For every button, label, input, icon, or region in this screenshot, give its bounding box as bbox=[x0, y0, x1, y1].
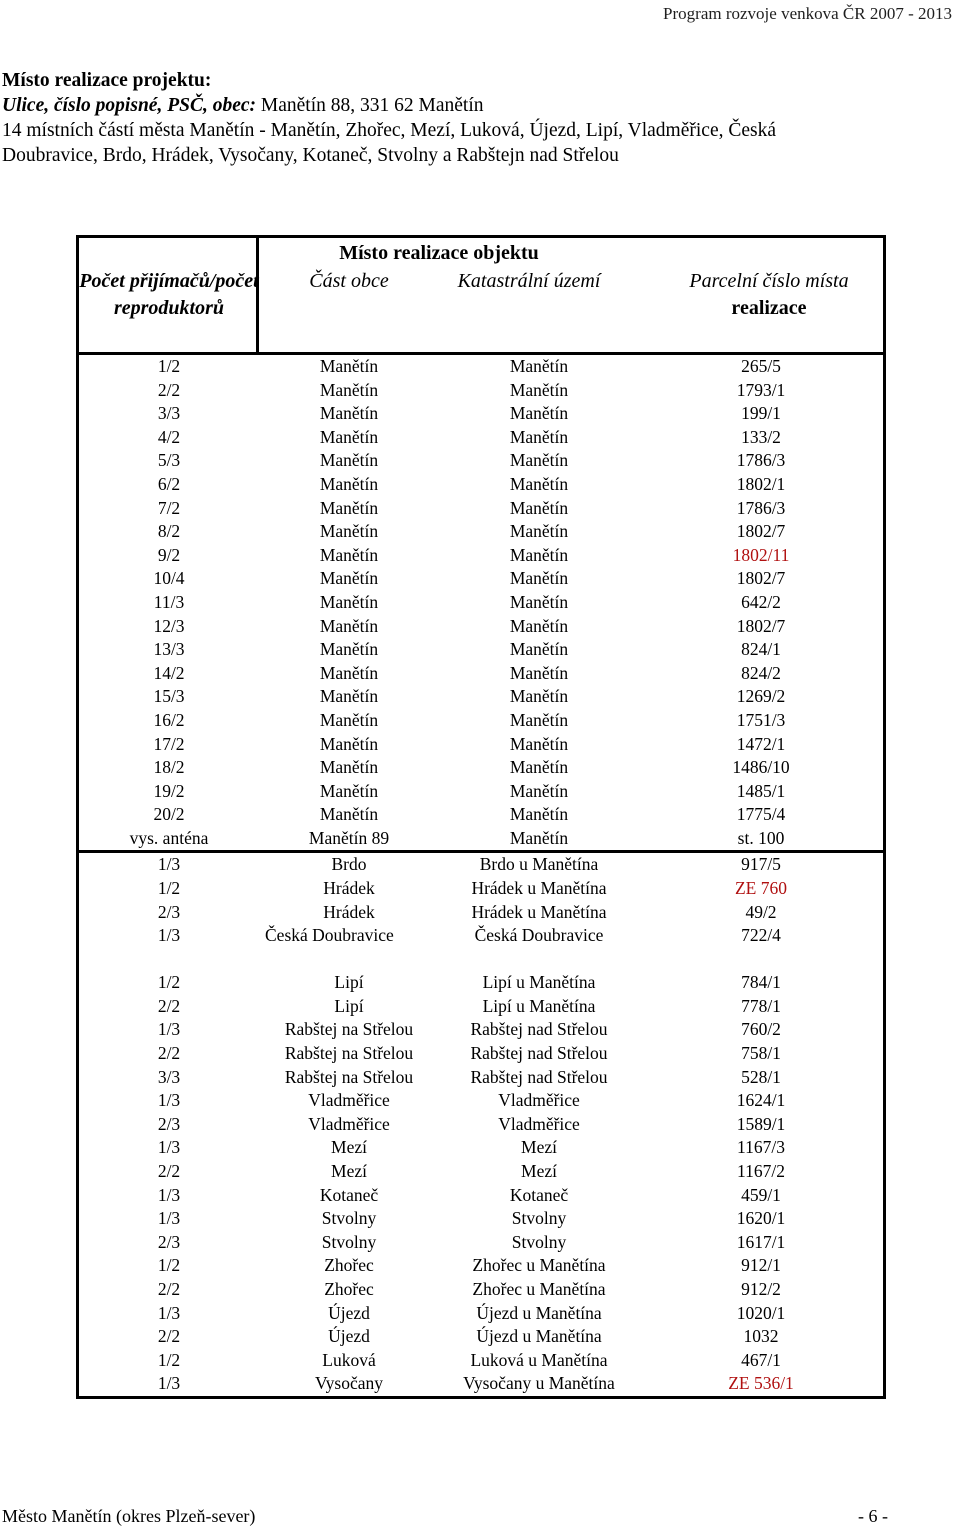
cell-cast: Manětín bbox=[319, 544, 379, 565]
cell-pocet: 2/2 bbox=[157, 379, 181, 400]
cell-pocet: 7/2 bbox=[157, 497, 181, 518]
cell-cast: Manětín bbox=[319, 426, 379, 447]
cell-pocet: 2/3 bbox=[157, 1231, 181, 1252]
cell-katastr: Stvolny bbox=[511, 1231, 567, 1252]
cell-parcel: ZE 760 bbox=[734, 878, 787, 899]
cell-parcel: 1624/1 bbox=[736, 1090, 786, 1111]
header-cast: Část obce bbox=[309, 270, 389, 292]
cell-pocet: 3/3 bbox=[157, 1066, 181, 1087]
table-row bbox=[79, 544, 883, 568]
cell-pocet: 1/3 bbox=[157, 1373, 181, 1394]
cell-pocet: 1/3 bbox=[157, 854, 181, 875]
cell-cast: Manětín bbox=[319, 686, 379, 707]
table-row bbox=[79, 685, 883, 709]
cell-cast: Mezí bbox=[331, 1161, 367, 1181]
cell-parcel: 1786/3 bbox=[736, 497, 786, 518]
cell-parcel: 528/1 bbox=[741, 1066, 781, 1087]
cell-katastr: Vysočany u Manětína bbox=[463, 1373, 615, 1394]
cell-cast: Manětín bbox=[319, 733, 379, 754]
table-row bbox=[79, 591, 883, 615]
cell-katastr: Manětín bbox=[509, 356, 569, 376]
table-row bbox=[79, 402, 883, 426]
cell-katastr: Lipí u Manětína bbox=[482, 972, 596, 993]
cell-katastr: Manětín bbox=[509, 804, 569, 825]
cell-katastr: Hrádek u Manětína bbox=[471, 901, 607, 922]
table-row bbox=[79, 1042, 883, 1066]
table-row bbox=[79, 1160, 883, 1184]
cell-katastr: Manětín bbox=[509, 379, 569, 400]
table-row bbox=[79, 615, 883, 639]
table-row bbox=[79, 638, 883, 662]
cell-pocet: 3/3 bbox=[157, 403, 181, 424]
cell-parcel: 1472/1 bbox=[736, 733, 786, 754]
table-row bbox=[79, 971, 883, 995]
cell-parcel: 758/1 bbox=[741, 1043, 781, 1064]
table-row bbox=[79, 1302, 883, 1326]
cell-katastr: Rabštej nad Střelou bbox=[470, 1043, 608, 1064]
cell-parcel: 49/2 bbox=[745, 901, 777, 922]
cell-parcel: 912/2 bbox=[741, 1278, 781, 1299]
cell-cast: Manětín bbox=[319, 591, 379, 612]
cell-cast: Hrádek bbox=[323, 901, 375, 922]
cell-pocet: 2/2 bbox=[157, 995, 181, 1016]
cell-pocet: 10/4 bbox=[153, 568, 185, 589]
table-row bbox=[79, 709, 883, 733]
cell-cast: Rabštej na Střelou bbox=[284, 1066, 414, 1087]
parts-line-1: 14 místních částí města Manětín - Manětín, Zhořec, Mezí, Luková, Újezd, Lipí, Vladměřice, Česká bbox=[2, 120, 777, 141]
cell-pocet: 16/2 bbox=[153, 709, 185, 730]
header-pocet: Počet přijímačů/počet reproduktorů bbox=[79, 270, 259, 319]
cell-katastr: Manětín bbox=[509, 497, 569, 518]
cell-cast: Česká Doubravice bbox=[265, 925, 394, 946]
cell-cast: Manětín 89 bbox=[308, 827, 390, 848]
cell-katastr: Újezd u Manětína bbox=[476, 1326, 602, 1347]
address-line bbox=[2, 93, 958, 118]
cell-pocet: 8/2 bbox=[157, 521, 181, 542]
footer-town: Město Manětín (okres Plzeň-sever) bbox=[2, 1506, 256, 1526]
cell-pocet: 12/3 bbox=[153, 615, 185, 636]
cell-katastr: Rabštej nad Střelou bbox=[470, 1066, 608, 1087]
cell-cast: Vladměřice bbox=[308, 1113, 390, 1134]
cell-parcel: 459/1 bbox=[741, 1184, 781, 1205]
cell-katastr: Manětín bbox=[509, 757, 569, 778]
cell-pocet: 1/3 bbox=[157, 1208, 181, 1229]
cell-katastr: Zhořec u Manětína bbox=[472, 1278, 606, 1299]
cell-pocet: 1/3 bbox=[157, 925, 181, 946]
cell-parcel: 1775/4 bbox=[736, 804, 786, 825]
table-row bbox=[79, 1136, 883, 1160]
cell-katastr: Manětín bbox=[509, 544, 569, 565]
cell-parcel: 1802/11 bbox=[732, 544, 790, 565]
cell-katastr: Manětín bbox=[509, 591, 569, 612]
cell-pocet: 1/3 bbox=[157, 1302, 181, 1323]
cell-katastr: Újezd u Manětína bbox=[476, 1302, 602, 1323]
cell-parcel: 824/1 bbox=[741, 639, 781, 660]
table-row bbox=[79, 426, 883, 450]
cell-katastr: Manětín bbox=[509, 639, 569, 660]
cell-parcel: 199/1 bbox=[741, 403, 781, 424]
cell-pocet: 1/2 bbox=[157, 1255, 181, 1276]
cell-katastr: Manětín bbox=[509, 403, 569, 424]
table-row bbox=[79, 497, 883, 521]
cell-parcel: 133/2 bbox=[741, 426, 781, 447]
cell-katastr: Manětín bbox=[509, 521, 569, 542]
address-value: Manětín 88, 331 62 Manětín bbox=[256, 95, 484, 116]
table-row bbox=[79, 520, 883, 544]
table-row bbox=[79, 473, 883, 497]
cell-pocet: 2/3 bbox=[157, 1113, 181, 1134]
cell-parcel: ZE 536/1 bbox=[728, 1373, 794, 1394]
cell-katastr: Manětín bbox=[509, 827, 569, 848]
cell-cast: Mezí bbox=[331, 1137, 367, 1158]
cell-cast: Vladměřice bbox=[308, 1090, 390, 1111]
cell-pocet: 1/2 bbox=[157, 972, 181, 993]
cell-parcel: 642/2 bbox=[741, 591, 781, 612]
cell-katastr: Brdo u Manětína bbox=[479, 854, 599, 875]
cell-cast: Manětín bbox=[319, 709, 379, 730]
cell-parcel: 467/1 bbox=[741, 1349, 781, 1370]
cell-pocet: 1/2 bbox=[157, 878, 181, 899]
table-row bbox=[79, 780, 883, 804]
cell-pocet: 19/2 bbox=[153, 780, 185, 801]
cell-cast: Manětín bbox=[319, 356, 379, 376]
page-number: - 6 - bbox=[858, 1506, 888, 1526]
header-parcel-bold: realizace bbox=[731, 297, 807, 319]
table-row bbox=[79, 567, 883, 591]
cell-cast: Manětín bbox=[319, 568, 379, 589]
table-row bbox=[79, 803, 883, 827]
header-misto: Místo realizace objektu bbox=[339, 242, 539, 264]
cell-cast: Manětín bbox=[319, 403, 379, 424]
cell-pocet: 9/2 bbox=[157, 544, 181, 565]
cell-cast: Újezd bbox=[328, 1326, 370, 1347]
cell-katastr: Manětín bbox=[509, 686, 569, 707]
cell-cast: Stvolny bbox=[321, 1231, 377, 1252]
table-row bbox=[79, 1018, 883, 1042]
table-row bbox=[79, 850, 883, 877]
cell-cast: Manětín bbox=[319, 780, 379, 801]
cell-parcel: 1793/1 bbox=[736, 379, 786, 400]
table-row bbox=[79, 1372, 883, 1396]
cell-cast: Manětín bbox=[319, 804, 379, 825]
cell-parcel: 1802/7 bbox=[736, 615, 786, 636]
cell-katastr: Rabštej nad Střelou bbox=[470, 1019, 608, 1040]
cell-cast: Manětín bbox=[319, 473, 379, 494]
cell-parcel: 265/5 bbox=[741, 356, 781, 376]
cell-pocet: vys. anténa bbox=[129, 827, 209, 848]
cell-parcel: 1589/1 bbox=[736, 1113, 786, 1134]
cell-katastr: Manětín bbox=[509, 709, 569, 730]
cell-cast: Vysočany bbox=[314, 1373, 384, 1394]
cell-pocet: 4/2 bbox=[157, 426, 181, 447]
cell-parcel: 1167/2 bbox=[737, 1161, 785, 1181]
table-row bbox=[79, 733, 883, 757]
cell-cast: Brdo bbox=[331, 854, 367, 875]
cell-pocet: 1/2 bbox=[157, 1349, 181, 1370]
cell-parcel: 722/4 bbox=[741, 925, 781, 946]
cell-pocet: 20/2 bbox=[153, 804, 185, 825]
table-row bbox=[79, 1089, 883, 1113]
realization-table bbox=[76, 235, 886, 1399]
cell-cast: Lipí bbox=[334, 995, 364, 1016]
cell-katastr: Stvolny bbox=[511, 1208, 567, 1229]
cell-katastr: Manětín bbox=[509, 780, 569, 801]
cell-cast: Hrádek bbox=[323, 878, 375, 899]
cell-katastr: Manětín bbox=[509, 733, 569, 754]
cell-parcel: 1020/1 bbox=[736, 1302, 786, 1323]
cell-cast: Stvolny bbox=[321, 1208, 377, 1229]
intro-section bbox=[2, 68, 958, 168]
cell-parcel: 784/1 bbox=[741, 972, 781, 993]
table-row bbox=[79, 901, 883, 925]
cell-katastr: Mezí bbox=[521, 1137, 557, 1158]
cell-parcel: 1751/3 bbox=[736, 709, 786, 730]
table-row bbox=[79, 1207, 883, 1231]
table-row bbox=[79, 877, 883, 901]
table-row bbox=[79, 355, 883, 379]
table-row bbox=[79, 924, 883, 971]
cell-pocet: 1/3 bbox=[157, 1137, 181, 1158]
cell-katastr: Manětín bbox=[509, 662, 569, 683]
cell-parcel: 1167/3 bbox=[737, 1137, 785, 1158]
cell-katastr: Lipí u Manětína bbox=[482, 995, 596, 1016]
table-row bbox=[79, 827, 883, 851]
cell-pocet: 1/3 bbox=[157, 1090, 181, 1111]
cell-cast: Manětín bbox=[319, 615, 379, 636]
table-row bbox=[79, 1184, 883, 1208]
cell-parcel: 1032 bbox=[743, 1326, 779, 1347]
cell-katastr: Česká Doubravice bbox=[474, 925, 604, 946]
cell-katastr: Zhořec u Manětína bbox=[472, 1255, 606, 1276]
cell-pocet: 13/3 bbox=[153, 639, 185, 660]
program-header: Program rozvoje venkova ČR 2007 - 2013 bbox=[663, 4, 952, 23]
table-row bbox=[79, 1254, 883, 1278]
header-parcel bbox=[659, 268, 879, 322]
cell-parcel: 1269/2 bbox=[736, 686, 786, 707]
table-row bbox=[79, 756, 883, 780]
cell-parcel: 1617/1 bbox=[736, 1231, 786, 1252]
cell-katastr: Manětín bbox=[509, 473, 569, 494]
table-row bbox=[79, 449, 883, 473]
table-header bbox=[79, 238, 883, 355]
address-label: Ulice, číslo popisné, PSČ, obec: bbox=[2, 95, 257, 116]
cell-cast: Zhořec bbox=[324, 1278, 374, 1299]
table-row bbox=[79, 995, 883, 1019]
cell-katastr: Luková u Manětína bbox=[470, 1349, 608, 1370]
parts-line-2: Doubravice, Brdo, Hrádek, Vysočany, Kotaneč, Stvolny a Rabštejn nad Střelou bbox=[2, 145, 619, 166]
cell-cast: Manětín bbox=[319, 662, 379, 683]
cell-cast: Manětín bbox=[319, 497, 379, 518]
cell-pocet: 1/3 bbox=[157, 1184, 181, 1205]
cell-parcel: 760/2 bbox=[741, 1019, 781, 1040]
cell-pocet: 2/2 bbox=[157, 1161, 181, 1181]
cell-pocet: 6/2 bbox=[157, 473, 181, 494]
table-row bbox=[79, 662, 883, 686]
cell-cast: Manětín bbox=[319, 639, 379, 660]
cell-cast: Manětín bbox=[319, 757, 379, 778]
cell-cast: Luková bbox=[322, 1349, 376, 1370]
cell-parcel: 1802/7 bbox=[736, 568, 786, 589]
cell-pocet: 11/3 bbox=[153, 591, 185, 612]
header-parcel-italic: Parcelní číslo místa bbox=[689, 270, 849, 292]
cell-parcel: 824/2 bbox=[741, 662, 781, 683]
cell-cast: Lipí bbox=[334, 972, 364, 993]
cell-cast: Rabštej na Střelou bbox=[284, 1019, 414, 1040]
cell-cast: Rabštej na Střelou bbox=[284, 1043, 414, 1064]
cell-katastr: Manětín bbox=[509, 450, 569, 471]
cell-cast: Manětín bbox=[319, 521, 379, 542]
cell-pocet: 5/3 bbox=[157, 450, 181, 471]
cell-pocet: 2/2 bbox=[157, 1043, 181, 1064]
cell-pocet: 18/2 bbox=[153, 757, 185, 778]
cell-katastr: Kotaneč bbox=[509, 1184, 569, 1205]
table-row bbox=[79, 379, 883, 403]
cell-cast: Kotaneč bbox=[319, 1184, 379, 1205]
cell-cast: Zhořec bbox=[324, 1255, 374, 1276]
cell-katastr: Vladměřice bbox=[498, 1113, 580, 1134]
cell-pocet: 2/2 bbox=[157, 1278, 181, 1299]
table-row bbox=[79, 1325, 883, 1349]
header-katastr: Katastrální území bbox=[457, 270, 601, 292]
cell-pocet: 17/2 bbox=[153, 733, 185, 754]
cell-parcel: 1802/1 bbox=[736, 473, 786, 494]
cell-parcel: 912/1 bbox=[741, 1255, 781, 1276]
cell-katastr: Manětín bbox=[509, 426, 569, 447]
cell-parcel: 1786/3 bbox=[736, 450, 786, 471]
cell-parcel: 1486/10 bbox=[732, 757, 790, 778]
cell-parcel: 1485/1 bbox=[736, 780, 786, 801]
cell-parcel: 917/5 bbox=[741, 854, 781, 875]
cell-pocet: 15/3 bbox=[153, 686, 185, 707]
table-row bbox=[79, 1066, 883, 1090]
cell-cast: Manětín bbox=[319, 379, 379, 400]
cell-katastr: Manětín bbox=[509, 615, 569, 636]
cell-cast: Manětín bbox=[319, 450, 379, 471]
cell-pocet: 1/3 bbox=[157, 1019, 181, 1040]
cell-cast: Újezd bbox=[328, 1302, 370, 1323]
table-row bbox=[79, 1349, 883, 1373]
cell-parcel: 1620/1 bbox=[736, 1208, 786, 1229]
table-row bbox=[79, 1231, 883, 1255]
cell-katastr: Manětín bbox=[509, 568, 569, 589]
cell-pocet: 2/3 bbox=[157, 901, 181, 922]
cell-parcel: st. 100 bbox=[737, 827, 785, 848]
intro-title: Místo realizace projektu: bbox=[2, 70, 212, 91]
table-row bbox=[79, 1278, 883, 1302]
cell-pocet: 2/2 bbox=[157, 1326, 181, 1347]
cell-parcel: 1802/7 bbox=[736, 521, 786, 542]
table-body bbox=[79, 355, 883, 1396]
cell-parcel: 778/1 bbox=[741, 995, 781, 1016]
cell-katastr: Vladměřice bbox=[498, 1090, 580, 1111]
cell-katastr: Hrádek u Manětína bbox=[471, 878, 607, 899]
cell-pocet: 14/2 bbox=[153, 662, 185, 683]
table-row bbox=[79, 1113, 883, 1137]
cell-pocet: 1/2 bbox=[157, 356, 181, 376]
cell-katastr: Mezí bbox=[521, 1161, 557, 1181]
